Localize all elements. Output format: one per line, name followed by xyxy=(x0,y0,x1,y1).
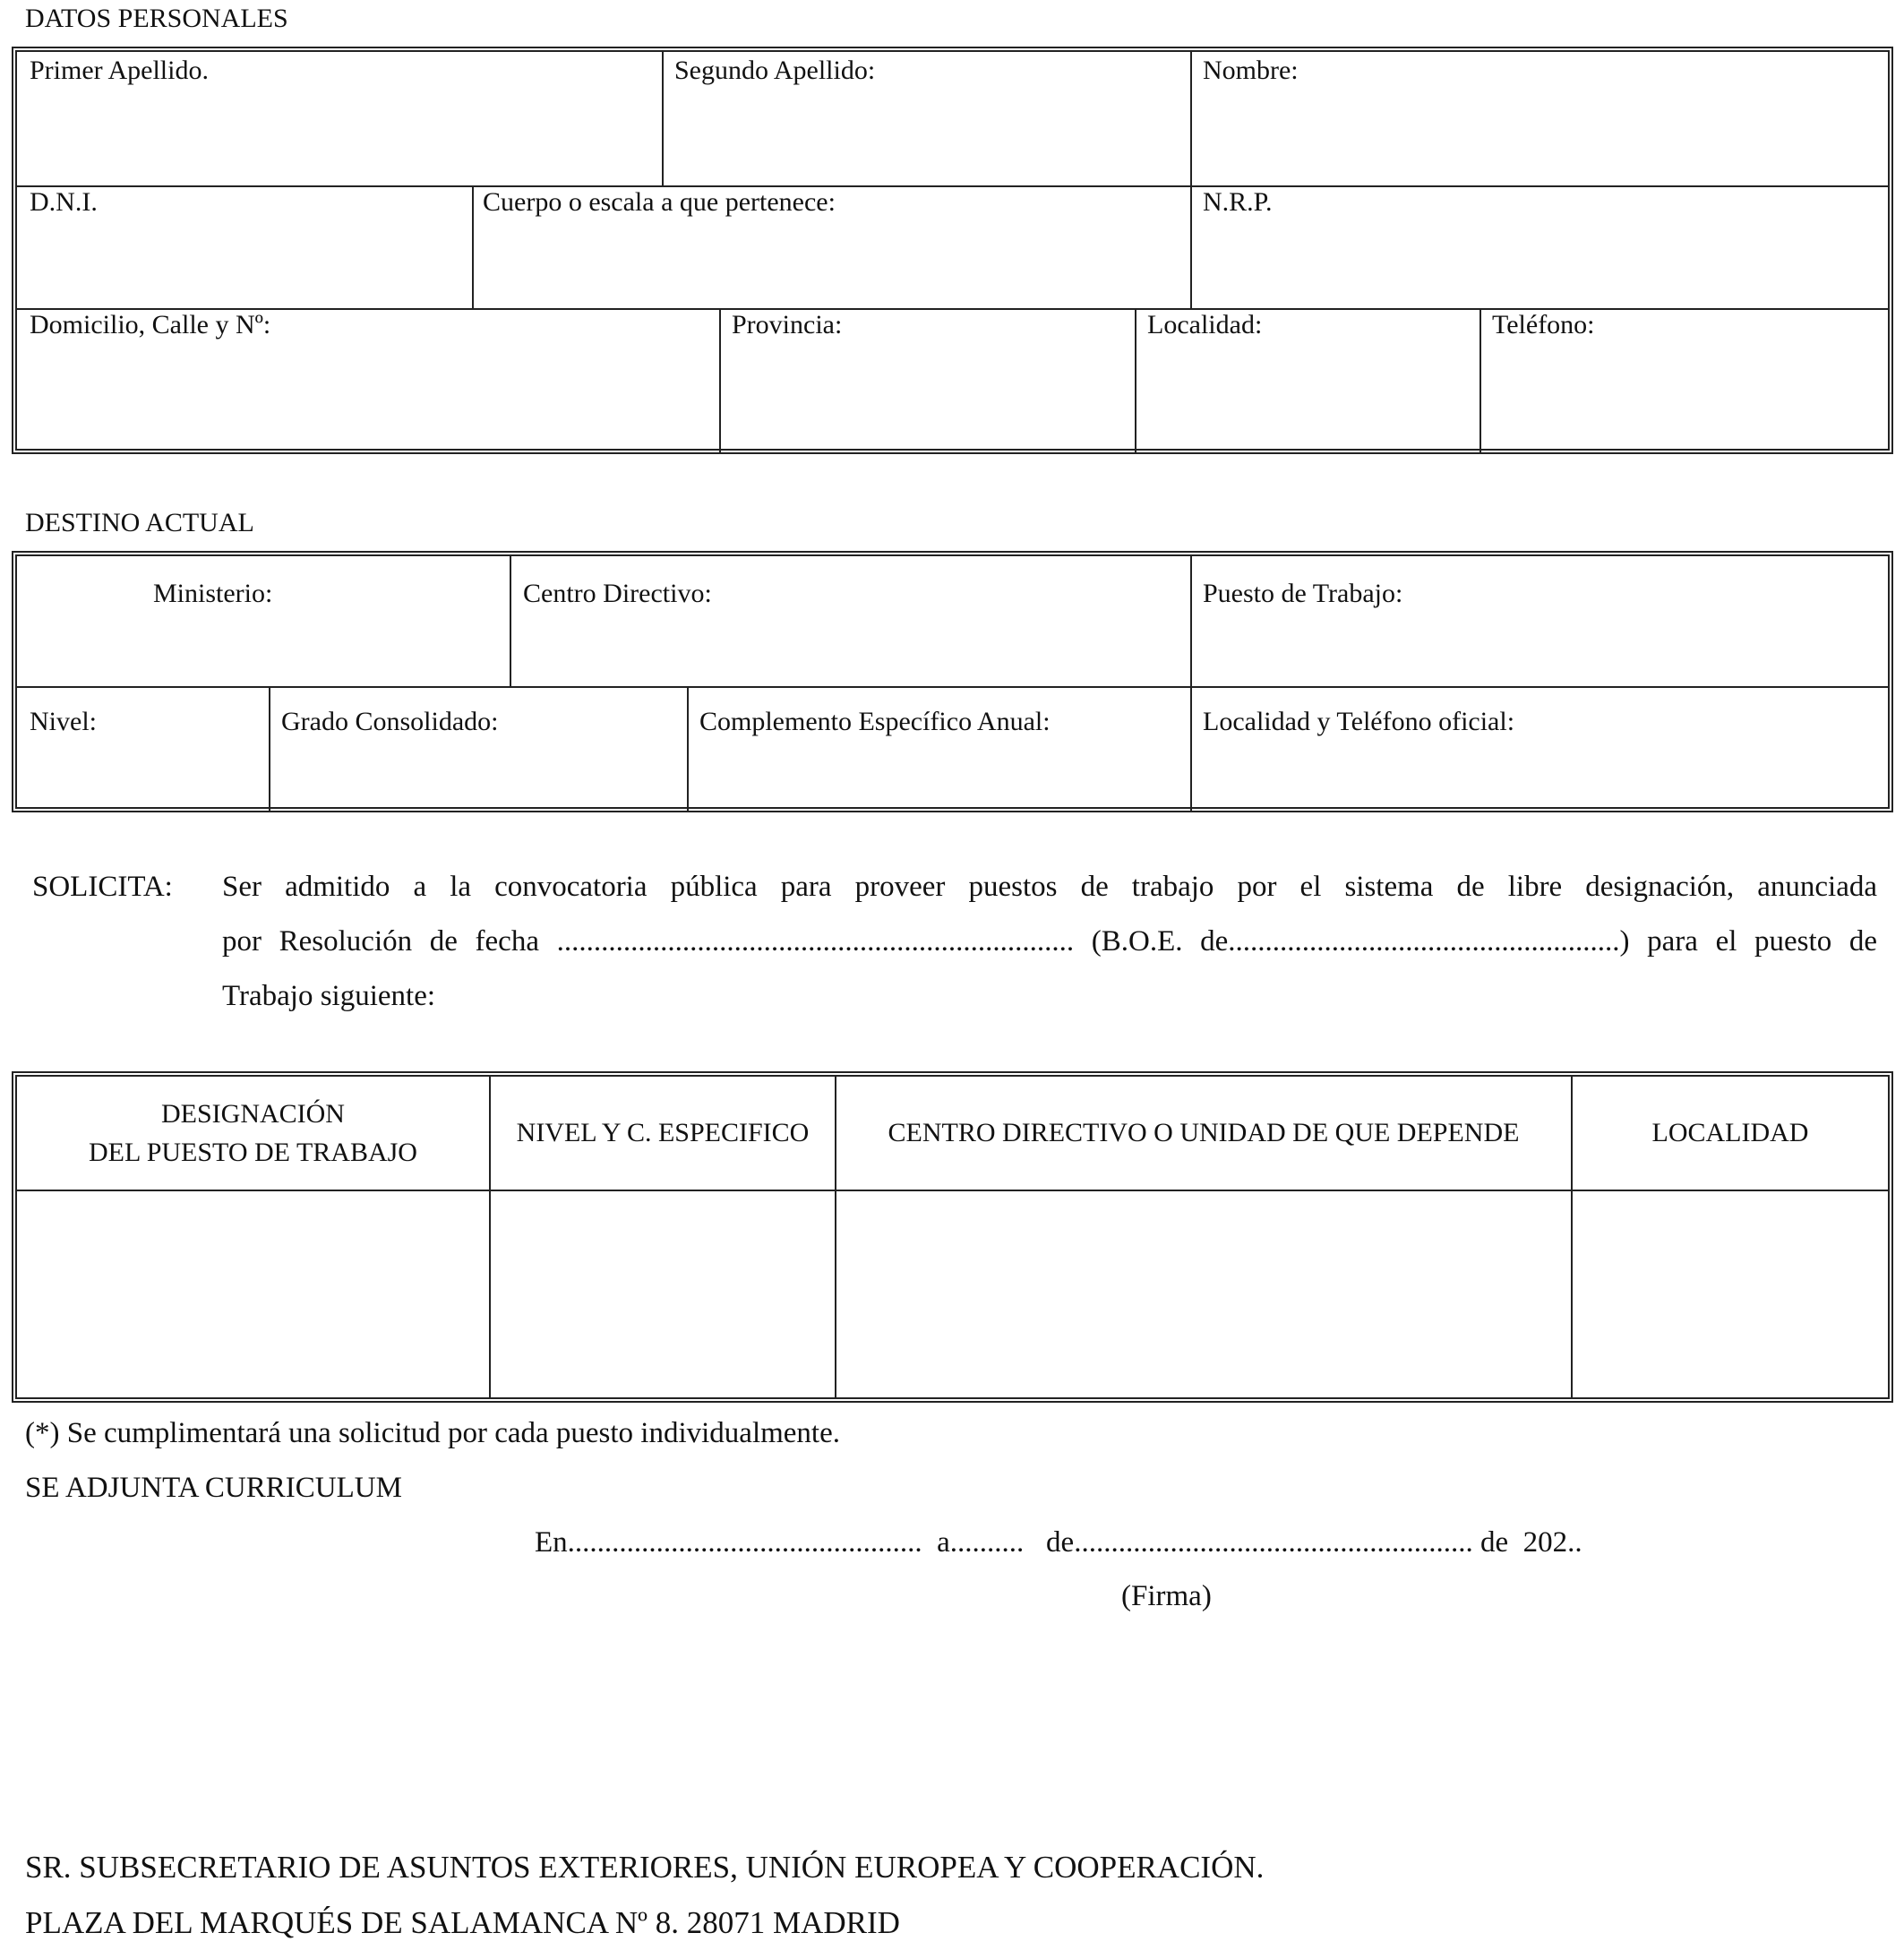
field-puesto-trabajo[interactable]: Puesto de Trabajo: xyxy=(1203,579,1403,608)
note-solicitud-individual: (*) Se cumplimentará una solicitud por cada puesto individualmente. xyxy=(25,1417,840,1449)
input-designacion[interactable] xyxy=(19,1191,487,1396)
field-localidad-telefono-oficial[interactable]: Localidad y Teléfono oficial: xyxy=(1203,707,1515,736)
header-nivel-complemento: NIVEL Y C. ESPECIFICO xyxy=(516,1118,810,1148)
field-grado-consolidado[interactable]: Grado Consolidado: xyxy=(281,707,499,736)
field-primer-apellido[interactable]: Primer Apellido. xyxy=(30,56,209,85)
fecha-lugar-line: En................................................ a.......... de...................................................... de 202.. xyxy=(535,1526,1582,1559)
field-nrp[interactable]: N.R.P. xyxy=(1203,187,1273,217)
firma-label: (Firma) xyxy=(1121,1580,1212,1612)
destino-actual-table xyxy=(12,551,1893,812)
field-ministerio[interactable]: Ministerio: xyxy=(153,579,273,608)
solicita-label: SOLICITA: xyxy=(32,871,173,903)
field-centro-directivo[interactable]: Centro Directivo: xyxy=(523,579,712,608)
solicita-line-2: por Resolución de fecha ...................................................................... (B.O.E. de.....................................................) para el puesto de xyxy=(222,925,1877,958)
field-segundo-apellido[interactable]: Segundo Apellido: xyxy=(674,56,876,85)
puesto-table xyxy=(12,1071,1893,1403)
header-centro-directivo: CENTRO DIRECTIVO O UNIDAD DE QUE DEPENDE xyxy=(888,1118,1520,1148)
solicita-line-3: Trabajo siguiente: xyxy=(222,980,436,1012)
datos-personales-table xyxy=(12,47,1893,454)
field-nivel[interactable]: Nivel: xyxy=(30,707,97,736)
direccion: PLAZA DEL MARQUÉS DE SALAMANCA Nº 8. 28071 MADRID xyxy=(25,1905,900,1940)
field-nombre[interactable]: Nombre: xyxy=(1203,56,1299,85)
field-telefono[interactable]: Teléfono: xyxy=(1492,310,1595,339)
section-title-destino-actual: DESTINO ACTUAL xyxy=(25,508,254,537)
field-provincia[interactable]: Provincia: xyxy=(732,310,843,339)
field-domicilio[interactable]: Domicilio, Calle y Nº: xyxy=(30,310,271,339)
header-localidad: LOCALIDAD xyxy=(1651,1118,1809,1148)
field-dni[interactable]: D.N.I. xyxy=(30,187,98,217)
header-designacion: DESIGNACIÓN DEL PUESTO DE TRABAJO xyxy=(89,1098,417,1167)
solicita-line-1: Ser admitido a la convocatoria pública para proveer puestos de trabajo por el sistema de libre designación, anunciada xyxy=(222,871,1877,903)
input-centro-directivo[interactable] xyxy=(838,1191,1569,1396)
destinatario: SR. SUBSECRETARIO DE ASUNTOS EXTERIORES, UNIÓN EUROPEA Y COOPERACIÓN. xyxy=(25,1850,1265,1885)
input-nivel-complemento[interactable] xyxy=(493,1191,833,1396)
field-complemento-especifico[interactable]: Complemento Específico Anual: xyxy=(699,707,1051,736)
field-localidad[interactable]: Localidad: xyxy=(1147,310,1263,339)
se-adjunta-curriculum: SE ADJUNTA CURRICULUM xyxy=(25,1472,402,1504)
solicita-paragraph xyxy=(222,860,1877,1024)
section-title-datos-personales: DATOS PERSONALES xyxy=(25,4,288,33)
input-localidad[interactable] xyxy=(1574,1191,1888,1396)
field-cuerpo[interactable]: Cuerpo o escala a que pertenece: xyxy=(483,187,836,217)
